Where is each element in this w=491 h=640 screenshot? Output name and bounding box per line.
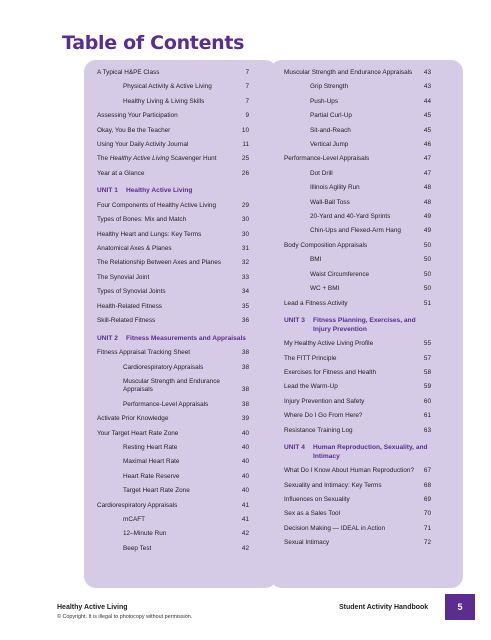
toc-entry-page: 50 bbox=[423, 270, 431, 278]
toc-entry-label: Lead the Warm-Up bbox=[284, 383, 338, 391]
toc-entry-label: Waist Circumference bbox=[310, 270, 370, 278]
toc-entry[interactable] bbox=[97, 401, 249, 409]
toc-entry[interactable] bbox=[284, 184, 431, 192]
toc-entry-page: 50 bbox=[423, 241, 431, 249]
toc-entry-page: 63 bbox=[423, 426, 431, 434]
toc-entry-label: Dot Drill bbox=[310, 169, 333, 177]
toc-entry-label: The FITT Principle bbox=[284, 354, 337, 362]
toc-entry-page: 41 bbox=[241, 501, 249, 509]
toc-entry-page: 7 bbox=[245, 83, 249, 91]
toc-entry-page: 35 bbox=[241, 302, 249, 310]
toc-entry-label: mCAFT bbox=[123, 515, 146, 523]
toc-entry-label: Resting Heart Rate bbox=[123, 443, 178, 451]
unit-title: Human Reproduction, Sexuality, and Intimacy bbox=[313, 443, 428, 460]
toc-entry-label: Exercises for Fitness and Health bbox=[284, 368, 376, 376]
toc-entry-page: 29 bbox=[241, 201, 249, 209]
toc-entry-page: 41 bbox=[241, 515, 249, 523]
toc-entry[interactable] bbox=[284, 369, 431, 377]
toc-entry[interactable] bbox=[284, 539, 431, 547]
toc-entry-page: 47 bbox=[423, 169, 431, 177]
footer-copyright: © Copyright. It is illegal to photocopy without permission. bbox=[57, 614, 193, 620]
toc-entry[interactable] bbox=[284, 199, 431, 207]
toc-entry-page: 7 bbox=[245, 97, 249, 105]
toc-entry-label: Cardiorespiratory Appraisals bbox=[123, 363, 204, 371]
toc-entry-page: 33 bbox=[241, 273, 249, 281]
toc-entry[interactable] bbox=[284, 69, 431, 77]
toc-entry-page: 38 bbox=[241, 349, 249, 357]
toc-entry[interactable] bbox=[284, 398, 431, 406]
toc-entry[interactable] bbox=[284, 213, 431, 221]
toc-entry-page: 39 bbox=[241, 415, 249, 423]
toc-entry-page: 45 bbox=[423, 112, 431, 120]
toc-entry-page: 10 bbox=[241, 126, 249, 134]
toc-entry[interactable] bbox=[97, 245, 249, 253]
toc-entry[interactable] bbox=[284, 170, 431, 178]
toc-entry[interactable] bbox=[97, 364, 249, 372]
toc-entry-page: 25 bbox=[241, 155, 249, 163]
toc-entry-label: Performance-Level Appraisals bbox=[284, 155, 370, 163]
toc-entry[interactable] bbox=[284, 525, 431, 533]
toc-entry-page: 30 bbox=[241, 230, 249, 238]
toc-entry-label: Cardiorespiratory Appraisals bbox=[97, 501, 178, 509]
toc-entry-page: 48 bbox=[423, 184, 431, 192]
unit-number: UNIT 1 bbox=[97, 187, 118, 195]
toc-entry-page: 43 bbox=[423, 69, 431, 76]
toc-entry-label: Types of Synovial Joints bbox=[97, 288, 166, 296]
toc-entry[interactable] bbox=[284, 427, 431, 435]
toc-entry[interactable] bbox=[284, 496, 431, 504]
toc-entry-label: The Synovial Joint bbox=[97, 273, 150, 281]
toc-entry[interactable] bbox=[97, 202, 249, 210]
toc-entry[interactable] bbox=[284, 340, 431, 348]
toc-entry-label: A Typical H&PE Class bbox=[97, 69, 160, 76]
toc-entry[interactable] bbox=[97, 141, 249, 149]
toc-entry-page: 58 bbox=[423, 368, 431, 376]
toc-entry[interactable] bbox=[284, 141, 431, 149]
footer-book-title: Healthy Active Living bbox=[57, 604, 128, 611]
unit-number: UNIT 4 bbox=[284, 443, 305, 451]
toc-entry-label: Sexuality and Intimacy: Key Terms bbox=[284, 481, 382, 489]
toc-entry-label: Healthy Living & Living Skills bbox=[123, 97, 205, 105]
toc-entry-label: Illinois Agility Run bbox=[310, 184, 360, 192]
toc-entry[interactable] bbox=[284, 412, 431, 420]
toc-entry[interactable] bbox=[284, 98, 431, 106]
toc-entry[interactable] bbox=[284, 112, 431, 120]
toc-entry[interactable] bbox=[97, 98, 249, 106]
toc-entry[interactable] bbox=[284, 383, 431, 391]
toc-entry-page: 32 bbox=[241, 259, 249, 267]
toc-entry[interactable] bbox=[97, 430, 249, 438]
toc-entry-label: Using Your Daily Activity Journal bbox=[97, 141, 189, 149]
toc-entry[interactable] bbox=[97, 317, 249, 325]
toc-entry-label: Anatomical Axes & Planes bbox=[97, 245, 172, 253]
toc-entry[interactable] bbox=[284, 510, 431, 518]
toc-entry-label: The Relationship Between Axes and Planes bbox=[97, 259, 221, 267]
unit-number: UNIT 3 bbox=[284, 316, 305, 324]
toc-column-right bbox=[284, 69, 431, 554]
toc-entry[interactable] bbox=[284, 482, 431, 490]
toc-entry-page: 70 bbox=[423, 510, 431, 518]
toc-entry-page: 60 bbox=[423, 397, 431, 405]
unit-heading bbox=[97, 335, 249, 344]
toc-entry[interactable] bbox=[284, 271, 431, 279]
toc-entry[interactable] bbox=[97, 458, 249, 466]
toc-entry-label: Year at a Glance bbox=[97, 169, 145, 177]
toc-entry-label: Injury Prevention and Safety bbox=[284, 397, 365, 405]
toc-entry[interactable] bbox=[97, 545, 249, 553]
toc-entry-page: 68 bbox=[423, 481, 431, 489]
toc-entry-label: What Do I Know About Human Reproduction? bbox=[284, 467, 415, 475]
toc-entry[interactable] bbox=[97, 502, 249, 510]
toc-entry[interactable] bbox=[97, 473, 249, 481]
toc-entry-label: Vertical Jump bbox=[310, 141, 349, 149]
toc-entry[interactable] bbox=[97, 274, 249, 282]
toc-entry-label-italic: Healthy Active Living bbox=[109, 155, 169, 163]
toc-entry-label: Skill-Related Fitness bbox=[97, 317, 156, 325]
toc-entry-label: Muscular Strength and Endurance Appraisals bbox=[123, 377, 220, 394]
toc-entry-label: Okay, You Be the Teacher bbox=[97, 126, 171, 134]
toc-entry-label: Sexual Intimacy bbox=[284, 539, 330, 547]
toc-entry-label: Health-Related Fitness bbox=[97, 302, 163, 310]
toc-entry-page: 57 bbox=[423, 354, 431, 362]
toc-entry-page: 11 bbox=[242, 141, 249, 149]
toc-entry-label-part: Scavenger Hunt bbox=[168, 155, 217, 163]
toc-entry-label: Physical Activity & Active Living bbox=[123, 83, 212, 91]
toc-entry-label: Decision Making — IDEAL in Action bbox=[284, 524, 385, 532]
toc-entry-page: 48 bbox=[423, 198, 431, 206]
toc-entry-label: WC + BMI bbox=[310, 285, 340, 293]
toc-entry[interactable] bbox=[284, 300, 431, 308]
toc-entry-page: 31 bbox=[241, 245, 249, 253]
toc-entry[interactable] bbox=[284, 355, 431, 363]
toc-entry-label: Target Heart Rate Zone bbox=[123, 487, 190, 495]
unit-heading bbox=[284, 444, 431, 461]
toc-entry-page: 30 bbox=[241, 216, 249, 224]
toc-entry-page: 43 bbox=[423, 83, 431, 91]
toc-entry-page: 47 bbox=[423, 155, 431, 163]
toc-entry-label: Influences on Sexuality bbox=[284, 495, 350, 503]
toc-entry-label: Where Do I Go From Here? bbox=[284, 412, 363, 420]
toc-entry-page: 51 bbox=[423, 299, 431, 307]
toc-entry-label: Sit-and-Reach bbox=[310, 126, 351, 134]
page-title: Table of Contents bbox=[62, 32, 245, 54]
toc-entry-label: Sex as a Sales Tool bbox=[284, 510, 341, 518]
toc-entry-label: Healthy Heart and Lungs: Key Terms bbox=[97, 230, 202, 238]
toc-entry-page: 26 bbox=[241, 169, 249, 177]
toc-entry-label: Your Target Heart Rate Zone bbox=[97, 429, 179, 437]
toc-entry[interactable] bbox=[97, 349, 249, 357]
toc-entry[interactable] bbox=[97, 69, 249, 77]
toc-entry-label: My Healthy Active Living Profile bbox=[284, 340, 374, 348]
toc-entry[interactable] bbox=[284, 256, 431, 264]
toc-entry[interactable] bbox=[97, 112, 249, 120]
toc-entry-page: 44 bbox=[423, 97, 431, 105]
toc-entry-page: 42 bbox=[241, 544, 249, 552]
toc-entry-page: 45 bbox=[423, 126, 431, 134]
page-number: 5 bbox=[445, 594, 475, 620]
toc-entry[interactable] bbox=[97, 444, 249, 452]
toc-entry[interactable] bbox=[97, 378, 249, 395]
toc-entry-label-part: The bbox=[97, 155, 110, 163]
toc-entry[interactable] bbox=[97, 83, 249, 91]
toc-entry-label: Assessing Your Participation bbox=[97, 112, 178, 120]
toc-entry-page: 69 bbox=[423, 495, 431, 503]
toc-entry[interactable] bbox=[97, 259, 249, 267]
toc-entry-label: Lead a Fitness Activity bbox=[284, 299, 348, 307]
toc-entry-label: Muscular Strength and Endurance Appraisals bbox=[284, 69, 413, 76]
toc-entry[interactable] bbox=[284, 227, 431, 235]
toc-entry-page: 9 bbox=[245, 112, 249, 120]
toc-entry[interactable] bbox=[97, 303, 249, 311]
toc-column-left bbox=[97, 69, 249, 559]
unit-title: Fitness Planning, Exercises, and Injury Prevention bbox=[313, 316, 416, 333]
toc-entry[interactable] bbox=[284, 155, 431, 163]
toc-entry-page: 67 bbox=[423, 467, 431, 475]
toc-entry-label: Chin-Ups and Flexed-Arm Hang bbox=[310, 227, 401, 235]
toc-entry-page: 34 bbox=[241, 288, 249, 296]
toc-entry-label: Grip Strength bbox=[310, 83, 349, 91]
toc-entry[interactable] bbox=[97, 155, 249, 163]
toc-entry-label: Beep Test bbox=[123, 544, 152, 552]
unit-heading bbox=[97, 187, 249, 196]
toc-entry[interactable] bbox=[284, 467, 431, 475]
toc-entry-label: Heart Rate Reserve bbox=[123, 472, 180, 480]
toc-entry[interactable] bbox=[284, 83, 431, 91]
toc-entry-page: 55 bbox=[423, 340, 431, 348]
toc-entry-label: Performance-Level Appraisals bbox=[123, 400, 209, 408]
unit-number: UNIT 2 bbox=[97, 334, 118, 342]
toc-entry-page: 40 bbox=[241, 458, 249, 466]
toc-entry-page: 46 bbox=[423, 141, 431, 149]
toc-entry-label: Push-Ups bbox=[310, 97, 339, 105]
footer-handbook: Student Activity Handbook bbox=[339, 604, 429, 611]
toc-entry-page: 38 bbox=[241, 400, 249, 408]
toc-entry[interactable] bbox=[284, 242, 431, 250]
toc-entry-page: 50 bbox=[423, 256, 431, 264]
toc-entry-page: 59 bbox=[423, 383, 431, 391]
toc-entry-page: 71 bbox=[423, 524, 431, 532]
toc-entry-page: 40 bbox=[241, 487, 249, 495]
toc-entry-page: 40 bbox=[241, 429, 249, 437]
toc-entry-page: 50 bbox=[423, 285, 431, 293]
toc-entry-page: 49 bbox=[423, 213, 431, 221]
toc-entry-label: 20-Yard and 40-Yard Sprints bbox=[310, 213, 391, 221]
toc-entry[interactable] bbox=[97, 170, 249, 178]
toc-entry[interactable] bbox=[97, 216, 249, 224]
toc-entry-page: 61 bbox=[423, 412, 431, 420]
toc-entry-page: 72 bbox=[423, 539, 431, 547]
toc-entry-label: Four Components of Healthy Active Living bbox=[97, 201, 216, 209]
toc-entry-label: 12–Minute Run bbox=[123, 530, 167, 538]
unit-title: Healthy Active Living bbox=[126, 187, 193, 195]
toc-entry[interactable] bbox=[97, 288, 249, 296]
toc-entry[interactable] bbox=[97, 127, 249, 135]
toc-entry[interactable] bbox=[97, 516, 249, 524]
toc-entry-label: Partial Curl-Up bbox=[310, 112, 352, 120]
toc-entry-page: 36 bbox=[241, 317, 249, 325]
toc-entry[interactable] bbox=[97, 415, 249, 423]
toc-entry-label: Resistance Training Log bbox=[284, 426, 353, 434]
toc-entry-page: 38 bbox=[241, 386, 249, 394]
unit-heading bbox=[284, 317, 431, 334]
toc-entry-page: 40 bbox=[241, 472, 249, 480]
toc-entry-label: Activate Prior Knowledge bbox=[97, 415, 169, 423]
unit-title: Fitness Measurements and Appraisals bbox=[126, 334, 246, 342]
toc-entry-label: BMI bbox=[310, 256, 322, 264]
toc-entry-label: Fitness Appraisal Tracking Sheet bbox=[97, 349, 191, 357]
toc-entry-page: 49 bbox=[423, 227, 431, 235]
toc-entry-page: 38 bbox=[241, 363, 249, 371]
toc-entry-label: Body Composition Appraisals bbox=[284, 241, 368, 249]
toc-entry-label: Types of Bones: Mix and Match bbox=[97, 216, 187, 224]
toc-entry-page: 42 bbox=[241, 530, 249, 538]
toc-entry[interactable] bbox=[284, 127, 431, 135]
toc-entry[interactable] bbox=[97, 530, 249, 538]
toc-entry-label: Maximal Heart Rate bbox=[123, 458, 180, 466]
toc-entry-label bbox=[97, 155, 249, 163]
toc-entry-page: 40 bbox=[241, 443, 249, 451]
toc-entry-label: Wall-Ball Toss bbox=[310, 198, 350, 206]
toc-entry[interactable] bbox=[284, 285, 431, 293]
toc-entry[interactable] bbox=[97, 231, 249, 239]
toc-entry-page: 7 bbox=[245, 69, 249, 76]
toc-entry[interactable] bbox=[97, 487, 249, 495]
